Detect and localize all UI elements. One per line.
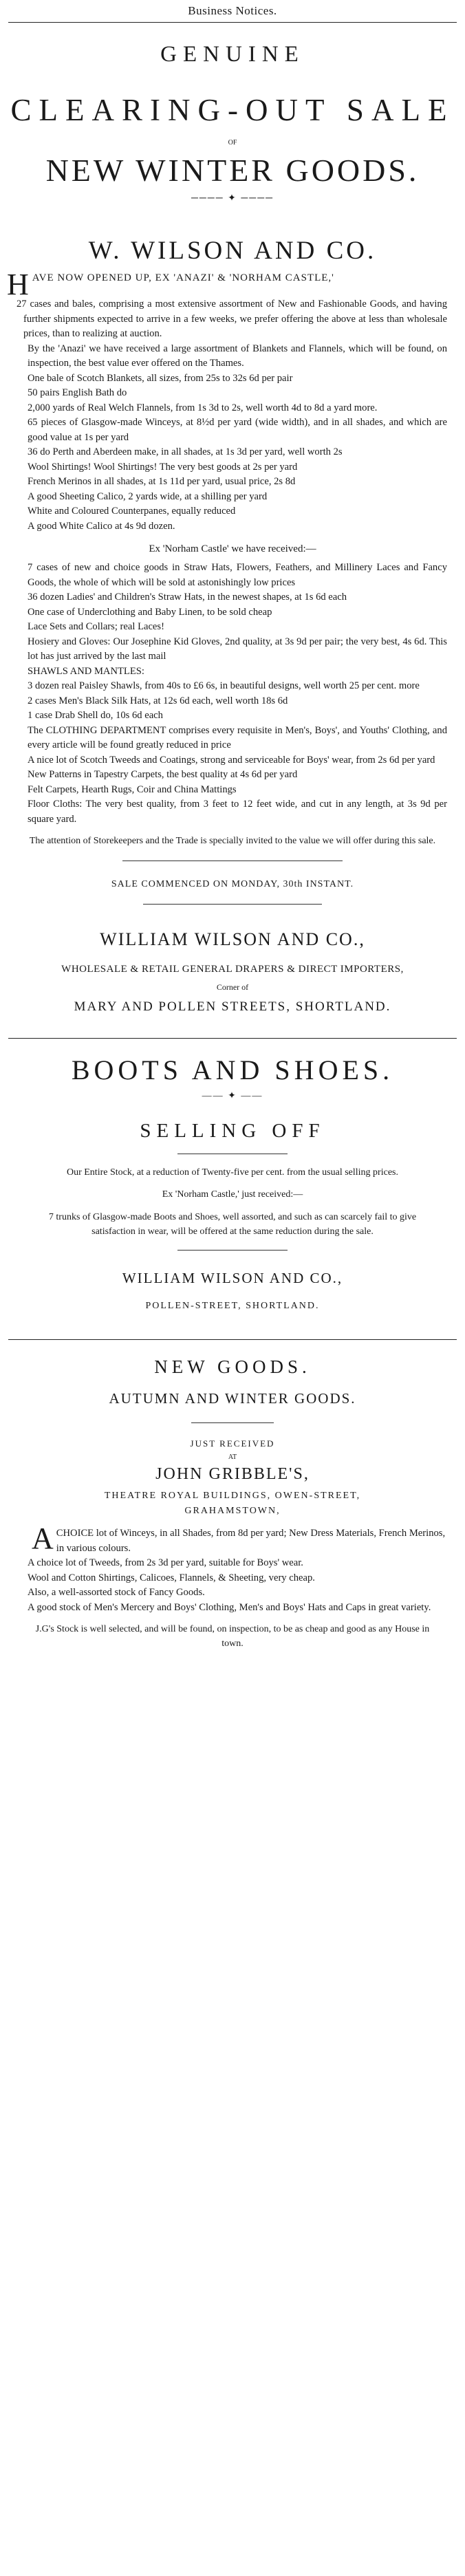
list-item: By the 'Anazi' we have received a large assortment of Blankets and Flannels, which will be found, on inspection, the best value ever offered on the Thames. xyxy=(28,343,447,369)
boots-ex: Ex 'Norham Castle,' just received:— xyxy=(162,1189,303,1200)
list-item: 65 pieces of Glasgow-made Winceys, at 8½d per yard (wide width), and in all shades, and which are good value at 1s per yard xyxy=(28,417,447,443)
list-item: White and Coloured Counterpanes, equally reduced xyxy=(28,506,236,517)
list-item: 7 cases of new and choice goods in Straw Hats, Flowers, Feathers, and Millinery Laces and Fancy Goods, the whole of which will be sold at astonishingly low prices xyxy=(28,562,447,588)
short-rule-2 xyxy=(143,904,322,905)
list-item: A good stock of Men's Mercery and Boys' Clothing, Men's and Boys' Hats and Caps in great variety. xyxy=(28,1601,431,1613)
list-item: SHAWLS AND MANTLES: xyxy=(28,665,144,677)
just-received: JUST RECEIVED xyxy=(190,1438,275,1449)
list-item: 1 case Drab Shell do, 10s 6d each xyxy=(28,710,163,721)
gribble-advert xyxy=(6,1356,459,1651)
header-rule xyxy=(8,22,457,23)
wilson-signature: WILLIAM WILSON AND CO., xyxy=(100,929,365,949)
list-item: 2,000 yards of Real Welch Flannels, from 1s 3d to 2s, well worth 4d to 8d a yard more. xyxy=(28,402,378,413)
list-item: A nice lot of Scotch Tweeds and Coatings, strong and serviceable for Boys' wear, from 2s 6d per yard xyxy=(28,754,435,766)
reduction-text: Our Entire Stock, at a reduction of Twenty-five per cent. from the usual selling prices. xyxy=(66,1167,398,1178)
list-item: A good White Calico at 4s 9d dozen. xyxy=(28,520,175,532)
list-item: One bale of Scotch Blankets, all sizes, from 25s to 32s 6d per pair xyxy=(28,372,293,384)
list-item: Floor Cloths: The very best quality, from 3 feet to 12 feet wide, and cut in any length, at 3s 9d per square yard. xyxy=(28,799,447,825)
sale-commenced: SALE COMMENCED ON MONDAY, 30th INSTANT. xyxy=(111,879,354,889)
boots-detail: 7 trunks of Glasgow-made Boots and Shoes, well assorted, and such as can scarcely fail to give satisfaction in wear, will be offered at the same reduction during the sale. xyxy=(48,1212,417,1237)
list-item: The CLOTHING DEPARTMENT comprises every requisite in Men's, Boys', and Youths' Clothing, and every article will be found greatly reduced in price xyxy=(28,724,447,750)
new-goods-headline: NEW GOODS. xyxy=(154,1356,311,1377)
list-item: New Patterns in Tapestry Carpets, the best quality at 4s 6d per yard xyxy=(28,769,298,780)
boots-advert xyxy=(6,1054,459,1312)
boots-headline: BOOTS AND SHOES. xyxy=(71,1054,394,1085)
list-item: One case of Underclothing and Baby Linen, to be sold cheap xyxy=(28,606,272,618)
of-label: OF xyxy=(228,139,237,147)
section-rule-1 xyxy=(8,1038,457,1039)
sale-headline: CLEARING-OUT SALE xyxy=(10,93,455,127)
short-rule-5 xyxy=(191,1422,274,1423)
gribble-first-text: CHOICE lot of Winceys, in all Shades, from 8d per yard; New Dress Materials, French Merinos, in various colours. xyxy=(56,1528,446,1554)
blanket-list xyxy=(6,342,459,534)
at-label: AT xyxy=(228,1453,237,1461)
list-item: Wool Shirtings! Wool Shirtings! The very best goods at 2s per yard xyxy=(28,461,298,473)
list-item: 36 dozen Ladies' and Children's Straw Hats, in the newest shapes, at 1s 6d each xyxy=(28,592,347,603)
section-rule-2 xyxy=(8,1339,457,1340)
genuine-heading: GENUINE xyxy=(160,42,305,67)
short-rule-4 xyxy=(177,1250,288,1251)
opening-text: AVE NOW OPENED UP, EX 'ANAZI' & 'NORHAM CASTLE,' xyxy=(32,272,334,283)
wilson-role: WHOLESALE & RETAIL GENERAL DRAPERS & DIRECT IMPORTERS, xyxy=(61,964,404,975)
gribble-closing: J.G's Stock is well selected, and will be found, on inspection, to be as cheap and good as any House in town. xyxy=(35,1624,430,1649)
list-item: Hosiery and Gloves: Our Josephine Kid Gloves, 2nd quality, at 3s 9d per pair; the very best, 4s 6d. This lot has just arrived by the last mail xyxy=(28,636,447,662)
intro-paragraph: 27 cases and bales, comprising a most extensive assortment of New and Fashionable Goods, and having further shipments expected to arrive in a few weeks, we prefer offering the above at less than wholesale prices, than to realizing at auction. xyxy=(17,299,447,339)
drop-cap-a: A xyxy=(32,1522,54,1555)
list-item: A choice lot of Tweeds, from 2s 3d per yard, suitable for Boys' wear. xyxy=(28,1557,303,1568)
goods-headline: NEW WINTER GOODS. xyxy=(45,153,420,188)
list-item: 50 pairs English Bath do xyxy=(28,387,127,398)
list-item: Lace Sets and Collars; real Laces! xyxy=(28,621,164,632)
selling-off: SELLING OFF xyxy=(140,1120,325,1142)
autumn-subhead: AUTUMN AND WINTER GOODS. xyxy=(109,1390,356,1407)
firm-name: W. WILSON AND CO. xyxy=(88,237,377,265)
newspaper-column xyxy=(6,0,459,1660)
section-header: Business Notices. xyxy=(188,4,277,17)
boots-signature: WILLIAM WILSON AND CO., xyxy=(122,1270,343,1286)
wilson-sale-advert xyxy=(6,42,459,1015)
list-item: Felt Carpets, Hearth Rugs, Coir and China Mattings xyxy=(28,783,237,795)
list-item: Also, a well-assorted stock of Fancy Goods. xyxy=(28,1587,205,1598)
list-item: A good Sheeting Calico, 2 yards wide, at a shilling per yard xyxy=(28,490,268,502)
gribble-building: THEATRE ROYAL BUILDINGS, OWEN-STREET, xyxy=(104,1491,361,1501)
wilson-address: MARY AND POLLEN STREETS, SHORTLAND. xyxy=(74,999,391,1014)
corner-label: Corner of xyxy=(216,982,249,992)
list-item: 3 dozen real Paisley Shawls, from 40s to £6 6s, in beautiful designs, well worth 25 per cent. more xyxy=(28,680,420,691)
list-item: Wool and Cotton Shirtings, Calicoes, Flannels, & Sheeting, very cheap. xyxy=(28,1572,315,1583)
drop-cap: H xyxy=(7,268,30,301)
millinery-list xyxy=(6,561,459,827)
list-item: 36 do Perth and Aberdeen make, in all shades, at 1s 3d per yard, well worth 2s xyxy=(28,446,343,457)
gribble-items xyxy=(6,1556,459,1615)
gribble-first xyxy=(6,1522,459,1556)
list-item: French Merinos in all shades, at 1s 11d per yard, usual price, 2s 8d xyxy=(28,476,296,487)
attention-notice: The attention of Storekeepers and the Trade is specially invited to the value we will offer during this sale. xyxy=(29,836,436,846)
gribble-town: GRAHAMSTOWN, xyxy=(184,1506,281,1516)
ornament-divider-2: —— ✦ —— xyxy=(202,1091,263,1101)
boots-address: POLLEN-STREET, SHORTLAND. xyxy=(145,1301,320,1311)
list-item: 2 cases Men's Black Silk Hats, at 12s 6d each, well worth 18s 6d xyxy=(28,695,288,706)
gribble-name: JOHN GRIBBLE'S, xyxy=(155,1465,310,1483)
opening-line xyxy=(6,268,459,301)
norham-heading: Ex 'Norham Castle' we have received:— xyxy=(149,543,316,554)
ornament-divider: ──── ✦ ──── xyxy=(191,193,274,204)
